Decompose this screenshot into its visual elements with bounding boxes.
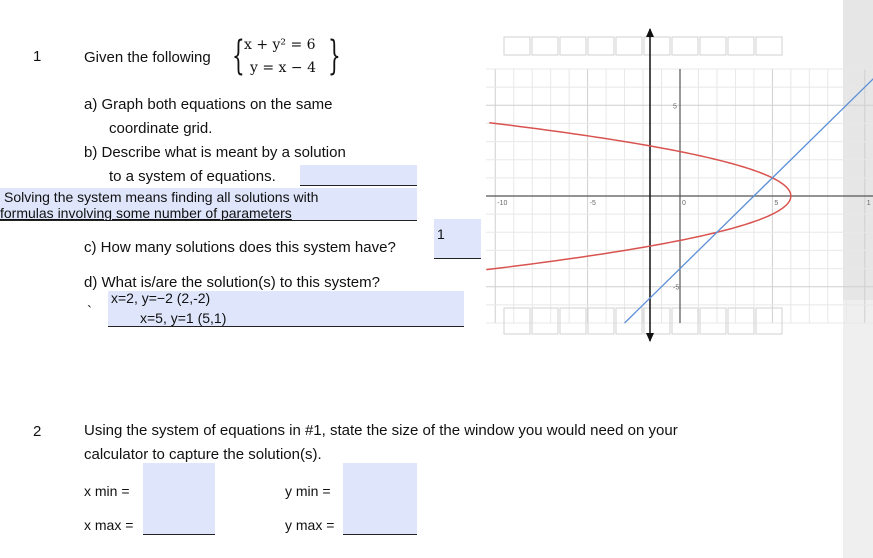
- grid-strip-cell-bottom: [700, 308, 726, 334]
- question-2-line1: Using the system of equations in #1, state the size of the window you would need on your: [84, 422, 678, 439]
- question-number-2: 2: [33, 423, 42, 440]
- part-b-answer-line1: Solving the system means finding all solutions with: [4, 189, 319, 205]
- grid-strip-cell-bottom: [672, 308, 698, 334]
- grid-strip-cell-bottom: [644, 308, 670, 334]
- grid-strip-cell-bottom: [588, 308, 614, 334]
- y-tick-label: 5: [673, 103, 677, 111]
- part-c-question: c) How many solutions does this system have?: [84, 239, 396, 256]
- question-1-intro: Given the following: [84, 49, 211, 66]
- grid-strip-cell-top: [756, 37, 782, 55]
- part-b-answer-line2: formulas involving some number of parameters: [0, 205, 292, 221]
- x-tick-label: 0: [682, 200, 686, 207]
- part-a-line2: coordinate grid.: [109, 120, 213, 137]
- grid-strip-cell-top: [560, 37, 586, 55]
- xmin-label: x min =: [84, 483, 130, 499]
- x-tick-label: 1: [866, 200, 871, 207]
- grid-strip-cell-bottom: [532, 308, 558, 334]
- equation-1: x + y² = 6: [244, 37, 316, 53]
- up-arrow-icon: [646, 28, 654, 37]
- xmin-field[interactable]: [143, 463, 215, 500]
- grid-strip-cell-top: [672, 37, 698, 55]
- coordinate-graph: [484, 25, 873, 345]
- grid-strip-cell-bottom: [756, 308, 782, 334]
- y-tick-label: -5: [673, 284, 680, 292]
- grid-strip-cell-top: [728, 37, 754, 55]
- grid-strip-cell-top: [504, 37, 530, 55]
- grid-strip-cell-bottom: [504, 308, 530, 334]
- grid-strip-cell-bottom: [616, 308, 642, 334]
- equation-2: y = x − 4: [250, 60, 316, 76]
- part-d-answer-line1: x=2, y=−2 (2,-2): [111, 290, 211, 306]
- grid-strip-cell-bottom: [560, 308, 586, 334]
- question-number-1: 1: [33, 48, 42, 65]
- ymin-field[interactable]: [343, 463, 417, 500]
- grid-strip-cell-top: [588, 37, 614, 55]
- xmax-field[interactable]: [143, 498, 215, 535]
- xmax-label: x max =: [84, 517, 134, 533]
- grid-strip-cell-top: [616, 37, 642, 55]
- x-tick-label: -5: [589, 200, 596, 207]
- down-arrow-icon: [646, 333, 654, 342]
- part-d-answer-line2: x=5, y=1 (5,1): [140, 310, 227, 326]
- ymax-field[interactable]: [343, 498, 417, 535]
- x-tick-label: 5: [774, 200, 779, 207]
- part-d-question: d) What is/are the solution(s) to this system?: [84, 274, 380, 291]
- grid-strip-cell-top: [644, 37, 670, 55]
- ymax-label: y max =: [285, 517, 335, 533]
- right-brace: }: [328, 33, 341, 79]
- part-b-line1: b) Describe what is meant by a solution: [84, 144, 346, 161]
- left-brace: {: [232, 33, 245, 79]
- part-b-answer-field-top[interactable]: [300, 165, 417, 186]
- part-b-line2: to a system of equations.: [109, 168, 276, 185]
- ymin-label: y min =: [285, 483, 331, 499]
- x-tick-label: -10: [497, 200, 508, 207]
- grid-strip-cell-top: [700, 37, 726, 55]
- grid-strip-cell-bottom: [728, 308, 754, 334]
- part-d-tick-mark: `: [87, 303, 92, 320]
- grid-strip-cell-top: [532, 37, 558, 55]
- part-c-answer: 1: [437, 226, 445, 242]
- part-a-line1: a) Graph both equations on the same: [84, 96, 333, 113]
- question-2-line2: calculator to capture the solution(s).: [84, 446, 322, 463]
